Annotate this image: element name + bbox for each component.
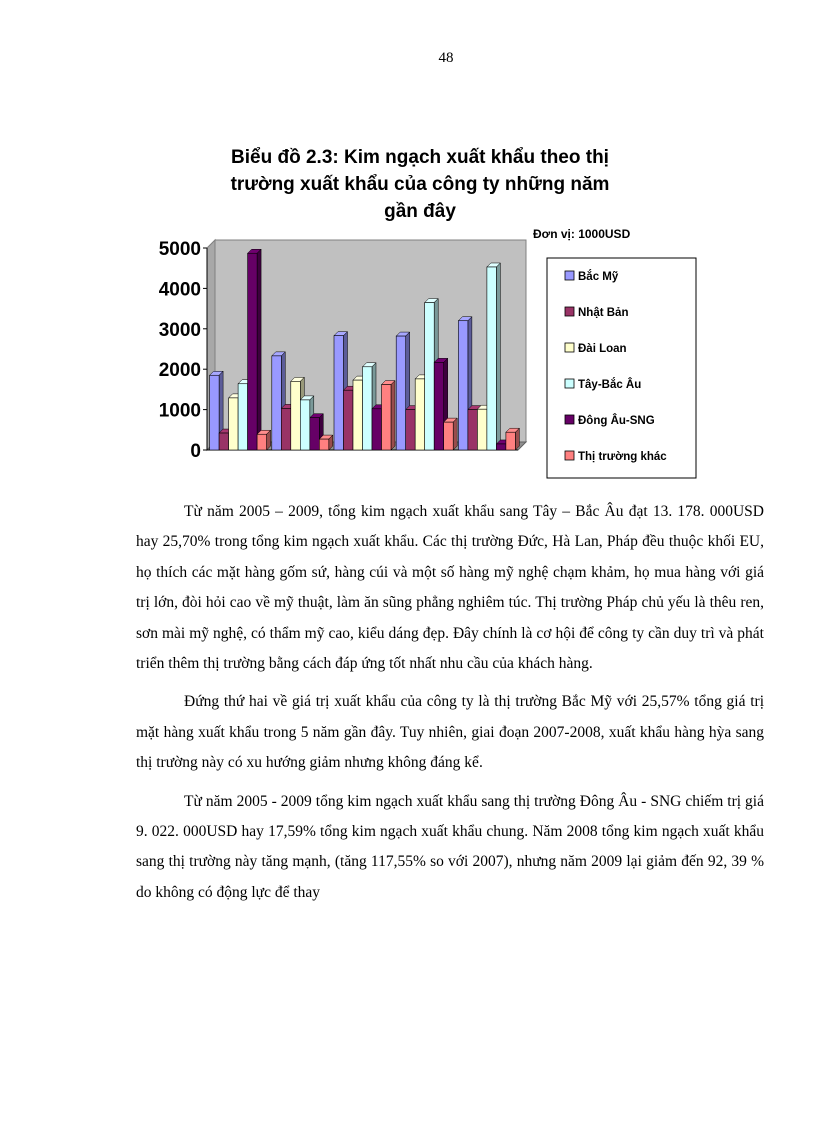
- paragraph: Từ năm 2005 – 2009, tổng kim ngạch xuất khẩu sang Tây – Bắc Âu đạt 13. 178. 000USD hay 25,70% trong tổng kim ngạch xuất khẩu. Các thị trường Đức, Hà Lan, Pháp đều thuộc khối EU, họ thích các mặt hàng gốm sứ, hàng cúi và một số hàng mỹ nghệ chạm khảm, họ mua hàng với giá trị lớn, đòi hỏi cao về mỹ thuật, làm ăn sũng phẳng nghiêm túc. Thị trường Pháp chủ yếu là thêu ren, sơn mài mỹ nghệ, có thẩm mỹ cao, kiểu dáng đẹp. Đây chính là cơ hội để công ty cần duy trì và phát triển thêm thị trường bằng cách đáp ứng tốt nhất nhu cầu của khách hàng.: [136, 503, 764, 673]
- bar-side: [391, 381, 395, 450]
- chart-title-line: Biểu đồ 2.3: Kim ngạch xuất khẩu theo thị: [231, 147, 609, 168]
- page-number: 48: [438, 50, 454, 66]
- bar: [363, 367, 373, 450]
- bar: [300, 400, 310, 450]
- bar: [458, 321, 468, 450]
- legend-label: Thị trường khác: [578, 451, 667, 463]
- legend-label: Đài Loan: [578, 343, 627, 355]
- bar: [344, 390, 354, 450]
- chart-title-line: gần đây: [384, 201, 456, 222]
- bar: [272, 356, 282, 450]
- legend-label: Đông Âu-SNG: [578, 415, 655, 427]
- bar: [372, 409, 382, 450]
- bar: [281, 408, 291, 450]
- y-tick-label: 0: [190, 441, 201, 462]
- legend-label: Nhật Bản: [578, 307, 629, 319]
- bar: [257, 434, 267, 450]
- bar: [310, 418, 320, 450]
- legend-swatch: [565, 343, 574, 352]
- bar: [415, 379, 425, 450]
- bar: [319, 439, 329, 450]
- bar-side: [496, 263, 500, 450]
- legend-swatch: [565, 307, 574, 316]
- bar: [291, 381, 301, 450]
- chart-legend: [547, 258, 696, 478]
- bar: [477, 409, 487, 450]
- bar-side: [453, 418, 457, 450]
- y-tick-label: 5000: [158, 239, 201, 260]
- bar: [248, 253, 258, 450]
- bar: [444, 422, 454, 450]
- legend-label: Bắc Mỹ: [578, 271, 619, 283]
- y-tick-label: 1000: [158, 400, 201, 422]
- legend-swatch: [565, 451, 574, 460]
- paragraph: Đứng thứ hai về giá trị xuất khẩu của công ty là thị trường Bắc Mỹ với 25,57% tổng giá trị mặt hàng xuất khẩu trong 5 năm gần đây. Tuy nhiên, giai đoạn 2007-2008, xuất khẩu hàng hỳa sang thị trường này có xu hướng giảm nhưng không đáng kể.: [136, 693, 764, 772]
- legend-swatch: [565, 379, 574, 388]
- bar: [487, 267, 497, 450]
- body-text: [136, 497, 764, 916]
- bar-chart: [0, 0, 816, 500]
- bar-side: [257, 249, 261, 450]
- bar: [468, 410, 478, 450]
- bar: [434, 362, 444, 450]
- y-tick-label: 2000: [158, 360, 201, 382]
- bar: [219, 433, 229, 450]
- bar-side: [515, 428, 519, 450]
- bar: [425, 303, 435, 450]
- bar: [406, 410, 416, 450]
- bar: [506, 432, 516, 450]
- y-tick-label: 4000: [158, 279, 201, 301]
- bar: [229, 398, 239, 450]
- bar: [210, 375, 220, 450]
- legend-label: Tây-Bắc Âu: [578, 379, 642, 391]
- bar: [353, 380, 363, 450]
- bar: [396, 336, 406, 450]
- chart-unit-label: Đơn vị: 1000USD: [533, 227, 631, 241]
- legend-swatch: [565, 415, 574, 424]
- bar: [238, 384, 248, 450]
- bar: [382, 385, 392, 450]
- bar: [334, 336, 344, 450]
- chart-title-line: trường xuất khẩu của công ty những năm: [230, 174, 610, 195]
- legend-swatch: [565, 271, 574, 280]
- paragraph: Từ năm 2005 - 2009 tổng kim ngạch xuất khẩu sang thị trường Đông Âu - SNG chiếm trị giá 9. 022. 000USD hay 17,59% tổng kim ngạch xuất khẩu chung. Năm 2008 tổng kim ngạch xuất khẩu sang thị trường này tăng mạnh, (tăng 117,55% so với 2007), nhưng năm 2009 lại giảm đến 92, 39 % do không có động lực để thay: [136, 792, 764, 901]
- bar: [496, 444, 506, 450]
- y-tick-label: 3000: [158, 319, 201, 341]
